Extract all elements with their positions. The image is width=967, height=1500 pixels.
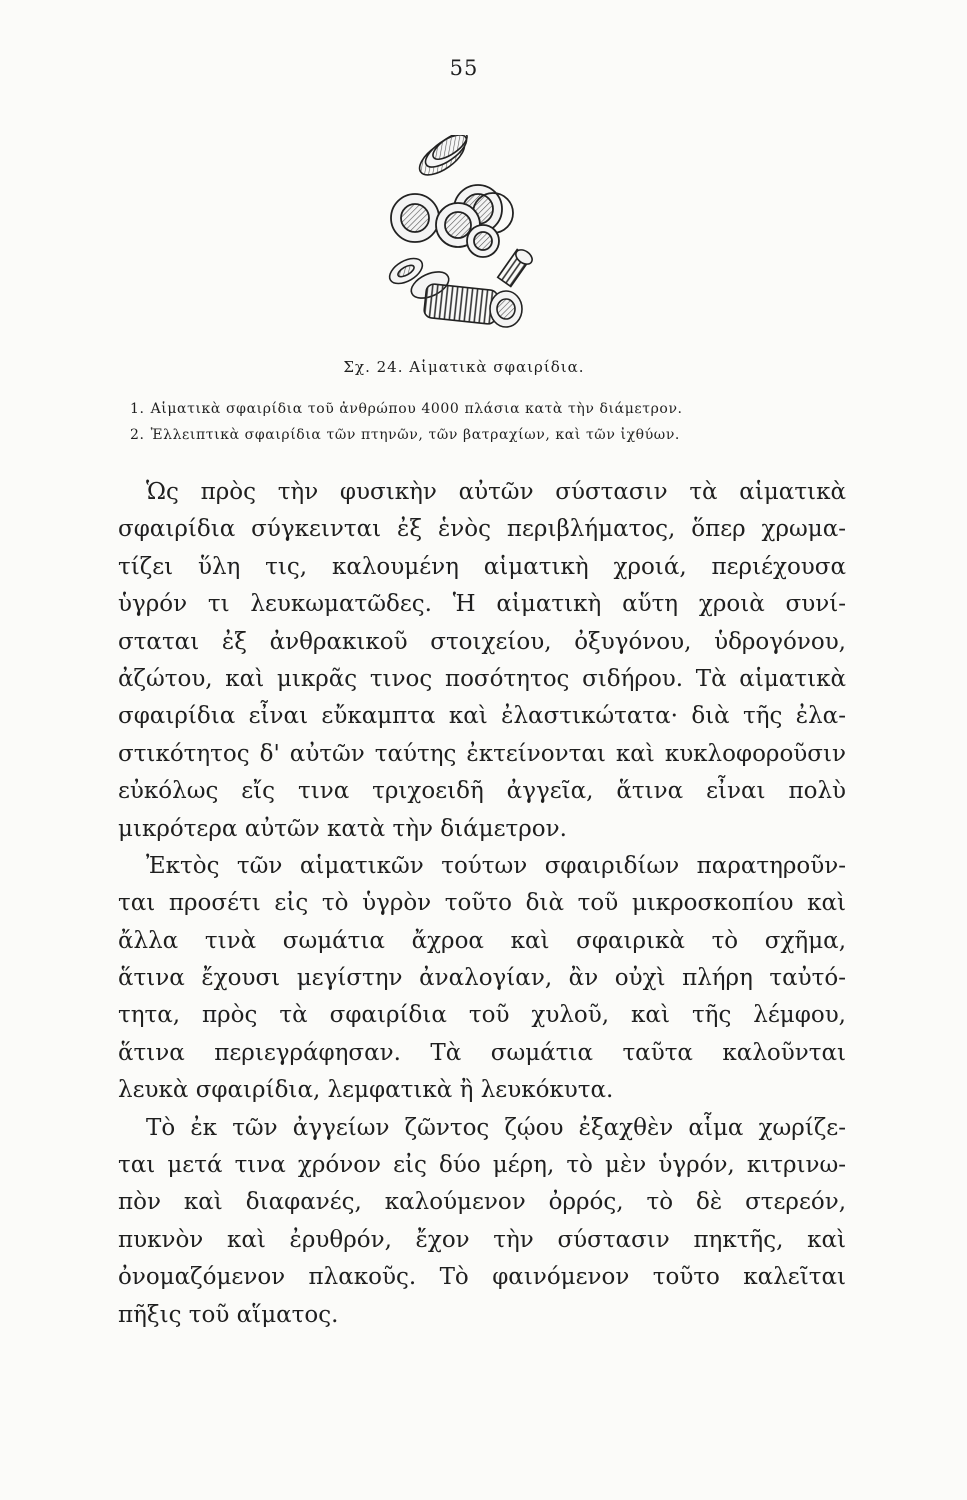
blood-cells-illustration xyxy=(370,135,550,340)
text-line: λευκὰ σφαιρίδια, λεμφατικὰ ἢ λευκόκυτα. xyxy=(118,1077,614,1104)
figure-caption: Σχ. 24. Αἱματικὰ σφαιρίδια. xyxy=(343,358,585,376)
text-line: πῆξις τοῦ αἵματος. xyxy=(118,1301,339,1328)
text-line: Ὡς πρὸς τὴν φυσικὴν αὐτῶν σύστασιν τὰ αἱματικὰ xyxy=(146,479,846,505)
text-line: Ἐκτὸς τῶν αἱματικῶν τούτων σφαιριδίων παρατηροῦν- xyxy=(146,852,846,879)
text-line: ὀνομαζόμενον πλακοῦς. Τὸ φαινόμενον τοῦτο καλεῖται xyxy=(118,1264,846,1291)
text-line: ἄλλα τινὰ σωμάτια ἄχροα καὶ σφαιρικὰ τὸ σχῆμα, xyxy=(118,927,846,954)
page-number: 55 xyxy=(449,56,479,80)
text-line: σταται ἐξ ἀνθρακικοῦ στοιχείου, ὀξυγόνου, ὑδρογόνου, xyxy=(118,628,846,655)
stacked-cells-right xyxy=(498,247,535,287)
text-line: ται μετά τινα χρόνον εἰς δύο μέρη, τὸ μὲν ὑγρόν, κιτρινω- xyxy=(118,1152,846,1179)
text-line: Τὸ ἐκ τῶν ἀγγείων ζῶντος ζῴου ἐξαχθὲν αἷμα χωρίζε- xyxy=(146,1114,846,1141)
text-line: στικότητος δ' αὐτῶν ταύτης ἐκτείνονται καὶ κυκλοφοροῦσιν xyxy=(118,740,846,767)
text-line: ται προσέτι εἰς τὸ ὑγρὸν τοῦτο διὰ τοῦ μικροσκοπίου καὶ xyxy=(118,890,846,917)
text-line: πυκνὸν καὶ ἐρυθρόν, ἔχον τὴν σύστασιν πηκτῆς, καὶ xyxy=(118,1226,846,1253)
figure-legend xyxy=(130,396,850,448)
text-line: τητα, πρὸς τὰ σφαιρίδια τοῦ χυλοῦ, καὶ τῆς λέμφου, xyxy=(118,1002,846,1029)
text-line: εὐκόλως εἴς τινα τριχοειδῆ ἀγγεῖα, ἅτινα εἶναι πολὺ xyxy=(118,778,846,805)
text-line: μικρότερα αὐτῶν κατὰ τὴν διάμετρον. xyxy=(118,815,567,842)
text-line: ἅτινα περιεγράφησαν. Τὰ σωμάτια ταῦτα καλοῦνται xyxy=(118,1039,846,1066)
legend-number: 1. xyxy=(130,401,145,417)
text-line: τίζει ὕλη τις, καλουμένη αἱματικὴ χροιά, περιέχουσα xyxy=(118,553,846,580)
legend-number: 2. xyxy=(130,427,145,443)
text-line: σφαιρίδια σύγκεινται ἐξ ἑνὸς περιβλήματος, ὅπερ χρωμα- xyxy=(118,516,846,543)
legend-item xyxy=(130,396,850,422)
blood-cells-figure xyxy=(370,135,550,340)
stacked-cells-top xyxy=(414,135,472,182)
text-line: ἅτινα ἔχουσι μεγίστην ἀναλογίαν, ἂν οὐχὶ πλήρη ταὐτό- xyxy=(118,965,846,992)
text-line: ἀζώτου, καὶ μικρᾶς τινος ποσότητος σιδήρου. Τὰ αἱματικὰ xyxy=(118,665,846,692)
text-line: σφαιρίδια εἶναι εὔκαμπτα καὶ ἐλαστικώτατα· διὰ τῆς ἐλα- xyxy=(118,703,846,730)
text-line: ὑγρόν τι λευκωματῶδες. Ἡ αἱματικὴ αὕτη χροιὰ συνί- xyxy=(118,591,846,618)
legend-item xyxy=(130,422,850,448)
text-line: πὸν καὶ διαφανές, καλούμενον ὀρρός, τὸ δὲ στερεόν, xyxy=(118,1189,846,1216)
legend-text: Αἱματικὰ σφαιρίδια τοῦ ἀνθρώπου 4000 πλάσια κατὰ τὴν διάμετρον. xyxy=(150,401,683,417)
legend-text: Ἐλλειπτικὰ σφαιρίδια τῶν πτηνῶν, τῶν βατραχίων, καὶ τῶν ἰχθύων. xyxy=(150,427,680,443)
round-cells-center xyxy=(436,185,513,257)
stacked-cells-bottom xyxy=(423,283,522,327)
body-text xyxy=(118,474,846,1334)
round-cell-left xyxy=(391,194,439,242)
